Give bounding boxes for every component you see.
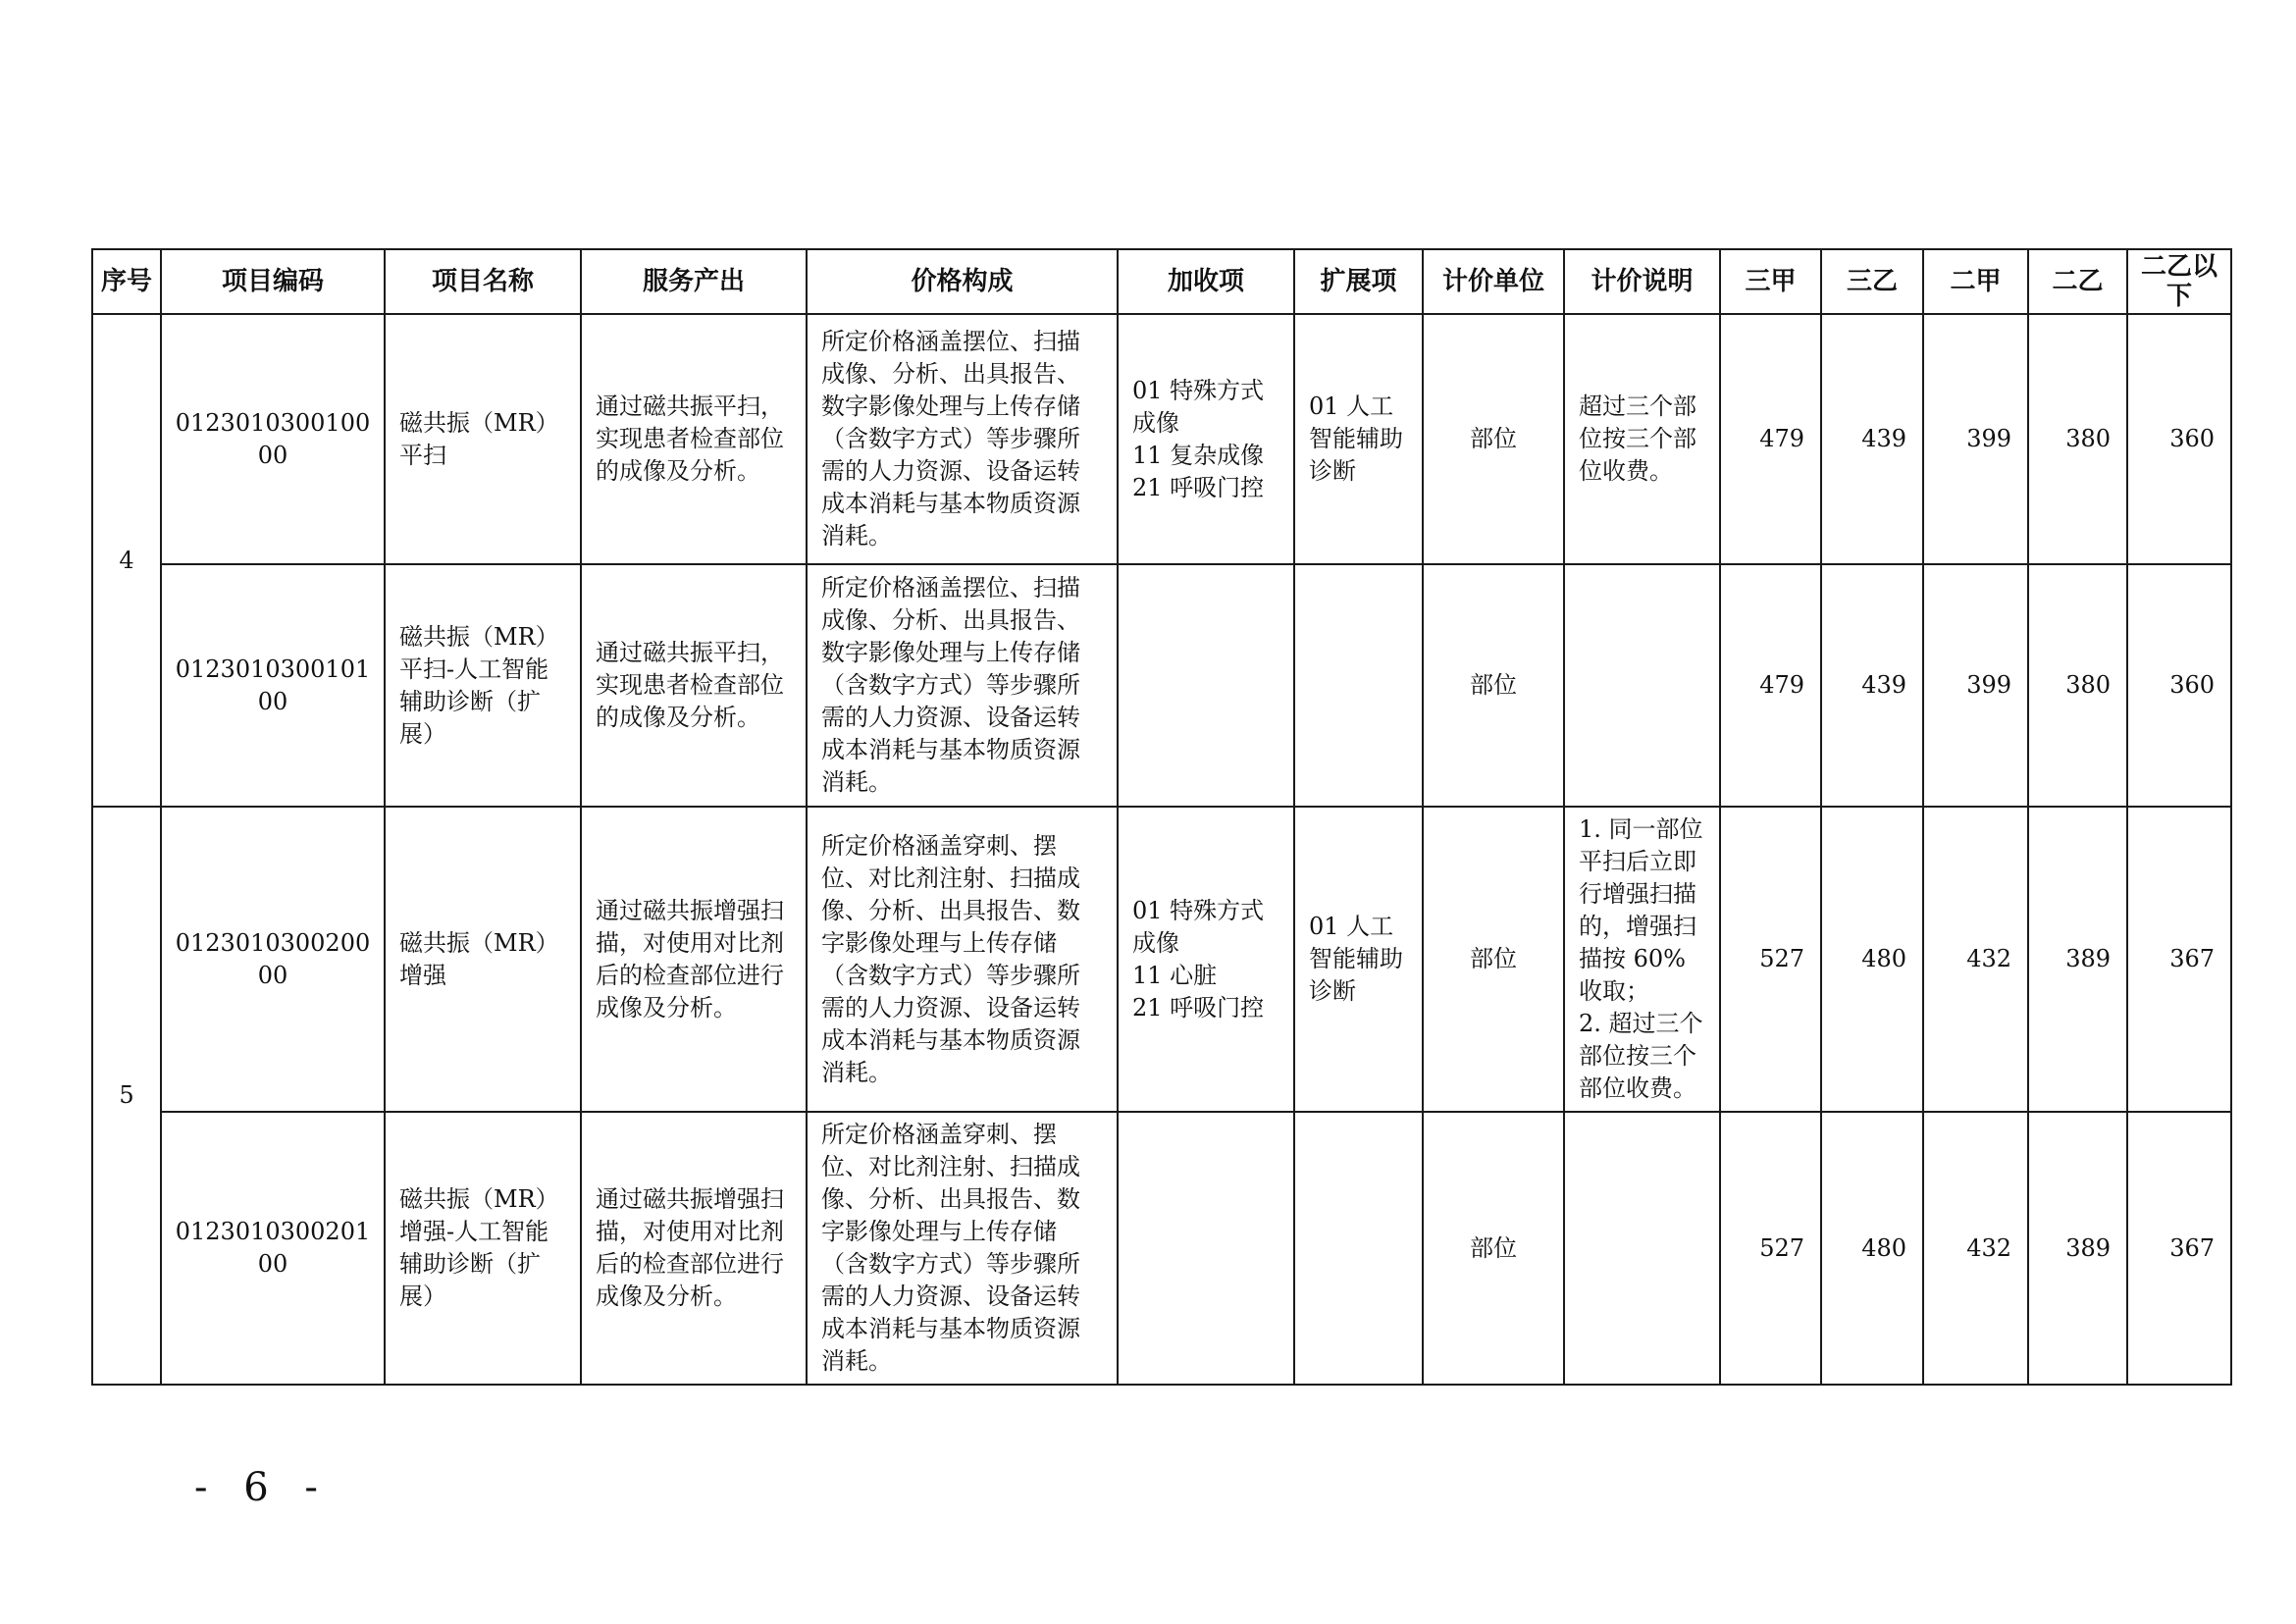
- price-cell: 360: [2127, 314, 2231, 564]
- surcharge-cell: [1118, 564, 1294, 807]
- header-price-level-3: 二甲: [1923, 249, 2028, 314]
- output-cell: 通过磁共振平扫，实现患者检查部位的成像及分析。: [581, 314, 807, 564]
- table-row: [92, 807, 2231, 1112]
- output-cell: 通过磁共振平扫，实现患者检查部位的成像及分析。: [581, 564, 807, 807]
- extension-cell: 01 人工智能辅助诊断: [1294, 807, 1423, 1112]
- surcharge-item: 21 呼吸门控: [1132, 993, 1265, 1022]
- output-cell: 通过磁共振增强扫描，对使用对比剂后的检查部位进行成像及分析。: [581, 807, 807, 1112]
- surcharge-item: 11 心脏: [1132, 961, 1218, 989]
- price-cell: 432: [1923, 807, 2028, 1112]
- extension-cell: 01 人工智能辅助诊断: [1294, 314, 1423, 564]
- note-cell: [1564, 564, 1720, 807]
- unit-cell: 部位: [1423, 807, 1564, 1112]
- price-cell: 527: [1720, 807, 1821, 1112]
- price-cell: 380: [2028, 314, 2127, 564]
- note-cell: [1564, 314, 1720, 564]
- header-price-level-2: 三乙: [1821, 249, 1923, 314]
- header-output: 服务产出: [581, 249, 807, 314]
- price-table: [91, 248, 2232, 1386]
- name-cell: 磁共振（MR）增强: [385, 807, 581, 1112]
- price-cell: 479: [1720, 564, 1821, 807]
- price-cell: 480: [1821, 807, 1923, 1112]
- surcharge-item: 01 特殊方式成像: [1132, 376, 1265, 437]
- surcharge-cell: [1118, 807, 1294, 1112]
- table-row: [92, 314, 2231, 564]
- table-row: [92, 1112, 2231, 1385]
- name-cell: 磁共振（MR）增强-人工智能辅助诊断（扩展）: [385, 1112, 581, 1385]
- header-note: 计价说明: [1564, 249, 1720, 314]
- header-row: [92, 249, 2231, 314]
- price-cell: 360: [2127, 564, 2231, 807]
- unit-cell: 部位: [1423, 564, 1564, 807]
- surcharge-item: 01 特殊方式成像: [1132, 896, 1265, 957]
- price-cell: 480: [1821, 1112, 1923, 1385]
- surcharge-cell: [1118, 1112, 1294, 1385]
- price-cell: 367: [2127, 807, 2231, 1112]
- code-cell: 012301030010000: [161, 314, 385, 564]
- header-surcharge: 加收项: [1118, 249, 1294, 314]
- header-price-level-4: 二乙: [2028, 249, 2127, 314]
- table-row: [92, 564, 2231, 807]
- composition-cell: 所定价格涵盖摆位、扫描成像、分析、出具报告、数字影像处理与上传存储（含数字方式）等步骤所需的人力资源、设备运转成本消耗与基本物质资源消耗。: [807, 314, 1118, 564]
- price-cell: 432: [1923, 1112, 2028, 1385]
- header-extension: 扩展项: [1294, 249, 1423, 314]
- header-price-level-1: 三甲: [1720, 249, 1821, 314]
- header-code: 项目编码: [161, 249, 385, 314]
- composition-cell: 所定价格涵盖摆位、扫描成像、分析、出具报告、数字影像处理与上传存储（含数字方式）等步骤所需的人力资源、设备运转成本消耗与基本物质资源消耗。: [807, 564, 1118, 807]
- page-number: - 6 -: [194, 1465, 330, 1510]
- unit-cell: 部位: [1423, 314, 1564, 564]
- unit-cell: 部位: [1423, 1112, 1564, 1385]
- price-cell: 380: [2028, 564, 2127, 807]
- composition-cell: 所定价格涵盖穿刺、摆位、对比剂注射、扫描成像、分析、出具报告、数字影像处理与上传存储（含数字方式）等步骤所需的人力资源、设备运转成本消耗与基本物质资源消耗。: [807, 1112, 1118, 1385]
- code-cell: 012301030010100: [161, 564, 385, 807]
- code-cell: 012301030020000: [161, 807, 385, 1112]
- note-cell: [1564, 807, 1720, 1112]
- header-unit: 计价单位: [1423, 249, 1564, 314]
- header-price-level-5: 二乙以下: [2127, 249, 2231, 314]
- price-cell: 399: [1923, 314, 2028, 564]
- note-item: 1. 同一部位平扫后立即行增强扫描的，增强扫描按 60%收取；: [1579, 815, 1703, 1005]
- note-item: 2. 超过三个部位按三个部位收费。: [1579, 1010, 1703, 1102]
- surcharge-cell: [1118, 314, 1294, 564]
- extension-cell: [1294, 564, 1423, 807]
- price-cell: 479: [1720, 314, 1821, 564]
- composition-cell: 所定价格涵盖穿刺、摆位、对比剂注射、扫描成像、分析、出具报告、数字影像处理与上传存储（含数字方式）等步骤所需的人力资源、设备运转成本消耗与基本物质资源消耗。: [807, 807, 1118, 1112]
- price-cell: 439: [1821, 314, 1923, 564]
- seq-cell: 5: [92, 807, 161, 1385]
- surcharge-item: 21 呼吸门控: [1132, 473, 1265, 501]
- name-cell: 磁共振（MR）平扫-人工智能辅助诊断（扩展）: [385, 564, 581, 807]
- name-cell: 磁共振（MR）平扫: [385, 314, 581, 564]
- header-name: 项目名称: [385, 249, 581, 314]
- surcharge-item: 11 复杂成像: [1132, 441, 1265, 469]
- price-cell: 399: [1923, 564, 2028, 807]
- price-cell: 389: [2028, 807, 2127, 1112]
- header-composition: 价格构成: [807, 249, 1118, 314]
- price-cell: 367: [2127, 1112, 2231, 1385]
- code-cell: 012301030020100: [161, 1112, 385, 1385]
- output-cell: 通过磁共振增强扫描，对使用对比剂后的检查部位进行成像及分析。: [581, 1112, 807, 1385]
- header-seq: 序号: [92, 249, 161, 314]
- price-cell: 439: [1821, 564, 1923, 807]
- note-item: 超过三个部位按三个部位收费。: [1579, 393, 1696, 485]
- note-cell: [1564, 1112, 1720, 1385]
- extension-cell: [1294, 1112, 1423, 1385]
- price-cell: 527: [1720, 1112, 1821, 1385]
- price-cell: 389: [2028, 1112, 2127, 1385]
- price-table-container: [91, 248, 2230, 1386]
- seq-cell: 4: [92, 314, 161, 807]
